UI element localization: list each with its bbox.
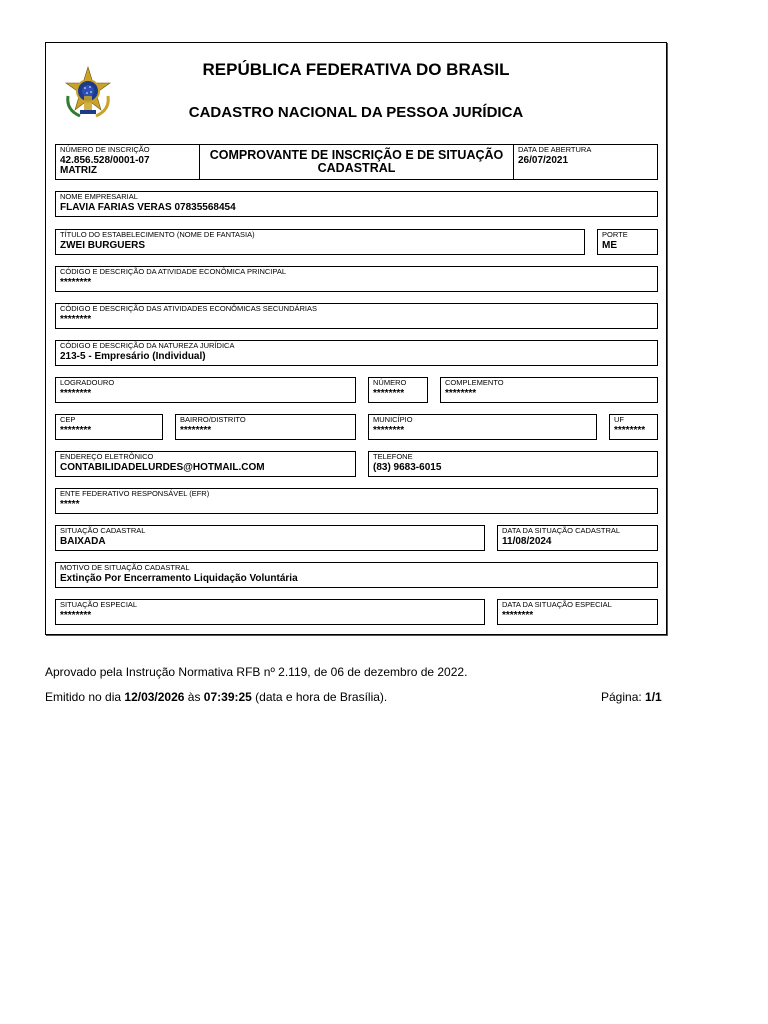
abertura-value: 26/07/2021: [518, 155, 569, 166]
uf-box: [609, 414, 658, 440]
situacao-especial-label: SITUAÇÃO ESPECIAL: [60, 600, 138, 609]
telefone-value: (83) 9683-6015: [373, 462, 442, 473]
complemento-box: [440, 377, 658, 403]
data-especial-value: ********: [502, 610, 534, 621]
emission-line: [45, 690, 387, 704]
comprovante-title-line2: CADASTRAL: [317, 161, 396, 175]
email-label: ENDEREÇO ELETRÔNICO: [60, 452, 154, 461]
complemento-label: COMPLEMENTO: [445, 378, 504, 387]
nome-empresarial-box: [55, 191, 658, 217]
bairro-label: BAIRRO/DISTRITO: [180, 415, 246, 424]
atividade-principal-value: ********: [60, 277, 92, 288]
page-prefix: Página:: [601, 690, 646, 704]
municipio-box: [368, 414, 597, 440]
republic-title: REPÚBLICA FEDERATIVA DO BRASIL: [202, 60, 510, 79]
efr-label: ENTE FEDERATIVO RESPONSÁVEL (EFR): [60, 489, 210, 498]
motivo-box: [55, 562, 658, 588]
inscricao-label: NÚMERO DE INSCRIÇÃO: [60, 145, 150, 154]
data-especial-box: [497, 599, 658, 625]
page-indicator: [601, 690, 662, 704]
porte-value: ME: [602, 240, 617, 251]
tipo-value: MATRIZ: [60, 165, 98, 176]
emission-suffix: (data e hora de Brasília).: [251, 690, 388, 704]
porte-box: [597, 229, 658, 255]
cep-label: CEP: [60, 415, 76, 424]
motivo-label: MOTIVO DE SITUAÇÃO CADASTRAL: [60, 563, 190, 572]
telefone-box: [368, 451, 658, 477]
numero-box: [368, 377, 428, 403]
emission-date: 12/03/2026: [124, 690, 185, 704]
atividades-secundarias-value: ********: [60, 314, 92, 325]
data-situacao-value: 11/08/2024: [502, 536, 552, 547]
comprovante-title-line1: COMPROVANTE DE INSCRIÇÃO E DE SITUAÇÃO: [209, 148, 504, 162]
situacao-especial-value: ********: [60, 610, 92, 621]
atividades-secundarias-label: CÓDIGO E DESCRIÇÃO DAS ATIVIDADES ECONÔMICAS SECUNDÁRIAS: [60, 304, 317, 313]
data-especial-label: DATA DA SITUAÇÃO ESPECIAL: [502, 600, 612, 609]
situacao-cadastral-box: [55, 525, 485, 551]
efr-value: *****: [60, 499, 80, 510]
abertura-label: DATA DE ABERTURA: [518, 145, 592, 154]
fantasia-value: ZWEI BURGUERS: [60, 240, 145, 251]
bairro-value: ********: [180, 425, 212, 436]
bairro-box: [175, 414, 356, 440]
emission-prefix: Emitido no dia: [45, 690, 125, 704]
logradouro-label: LOGRADOURO: [60, 378, 115, 387]
natureza-juridica-label: CÓDIGO E DESCRIÇÃO DA NATUREZA JURÍDICA: [60, 341, 235, 350]
atividades-secundarias-box: [55, 303, 658, 329]
efr-box: [55, 488, 658, 514]
numero-value: ********: [373, 388, 405, 399]
logradouro-value: ********: [60, 388, 92, 399]
registry-title: CADASTRO NACIONAL DA PESSOA JURÍDICA: [188, 104, 524, 121]
situacao-especial-box: [55, 599, 485, 625]
comprovante-box: [199, 144, 514, 180]
situacao-cadastral-value: BAIXADA: [60, 536, 106, 547]
nome-empresarial-label: NOME EMPRESARIAL: [60, 192, 138, 201]
data-situacao-box: [497, 525, 658, 551]
nome-empresarial-value: FLAVIA FARIAS VERAS 07835568454: [60, 202, 236, 213]
page-number: 1/1: [645, 690, 662, 704]
email-box: [55, 451, 356, 477]
situacao-cadastral-label: SITUAÇÃO CADASTRAL: [60, 526, 146, 535]
municipio-label: MUNICÍPIO: [373, 415, 413, 424]
approval-note: Aprovado pela Instrução Normativa RFB nº 2.119, de 06 de dezembro de 2022.: [45, 665, 468, 679]
cep-box: [55, 414, 163, 440]
inscricao-box: [55, 144, 200, 180]
numero-label: NÚMERO: [373, 378, 407, 387]
porte-label: PORTE: [602, 230, 628, 239]
data-situacao-label: DATA DA SITUAÇÃO CADASTRAL: [502, 526, 621, 535]
natureza-juridica-box: [55, 340, 658, 366]
fantasia-box: [55, 229, 585, 255]
logradouro-box: [55, 377, 356, 403]
emission-mid: às: [184, 690, 204, 704]
cnpj-value: 42.856.528/0001-07: [60, 155, 150, 166]
complemento-value: ********: [445, 388, 477, 399]
atividade-principal-label: CÓDIGO E DESCRIÇÃO DA ATIVIDADE ECONÔMICA PRINCIPAL: [60, 267, 287, 276]
emission-time: 07:39:25: [203, 690, 252, 704]
telefone-label: TELEFONE: [373, 452, 413, 461]
uf-label: UF: [614, 415, 624, 424]
motivo-value: Extinção Por Encerramento Liquidação Voluntária: [60, 573, 298, 584]
atividade-principal-box: [55, 266, 658, 292]
natureza-juridica-value: 213-5 - Empresário (Individual): [60, 351, 206, 362]
municipio-value: ********: [373, 425, 405, 436]
uf-value: ********: [614, 425, 646, 436]
fantasia-label: TÍTULO DO ESTABELECIMENTO (NOME DE FANTASIA): [60, 230, 255, 239]
cep-value: ********: [60, 425, 92, 436]
email-value: CONTABILIDADELURDES@HOTMAIL.COM: [60, 462, 265, 473]
abertura-box: [513, 144, 658, 180]
